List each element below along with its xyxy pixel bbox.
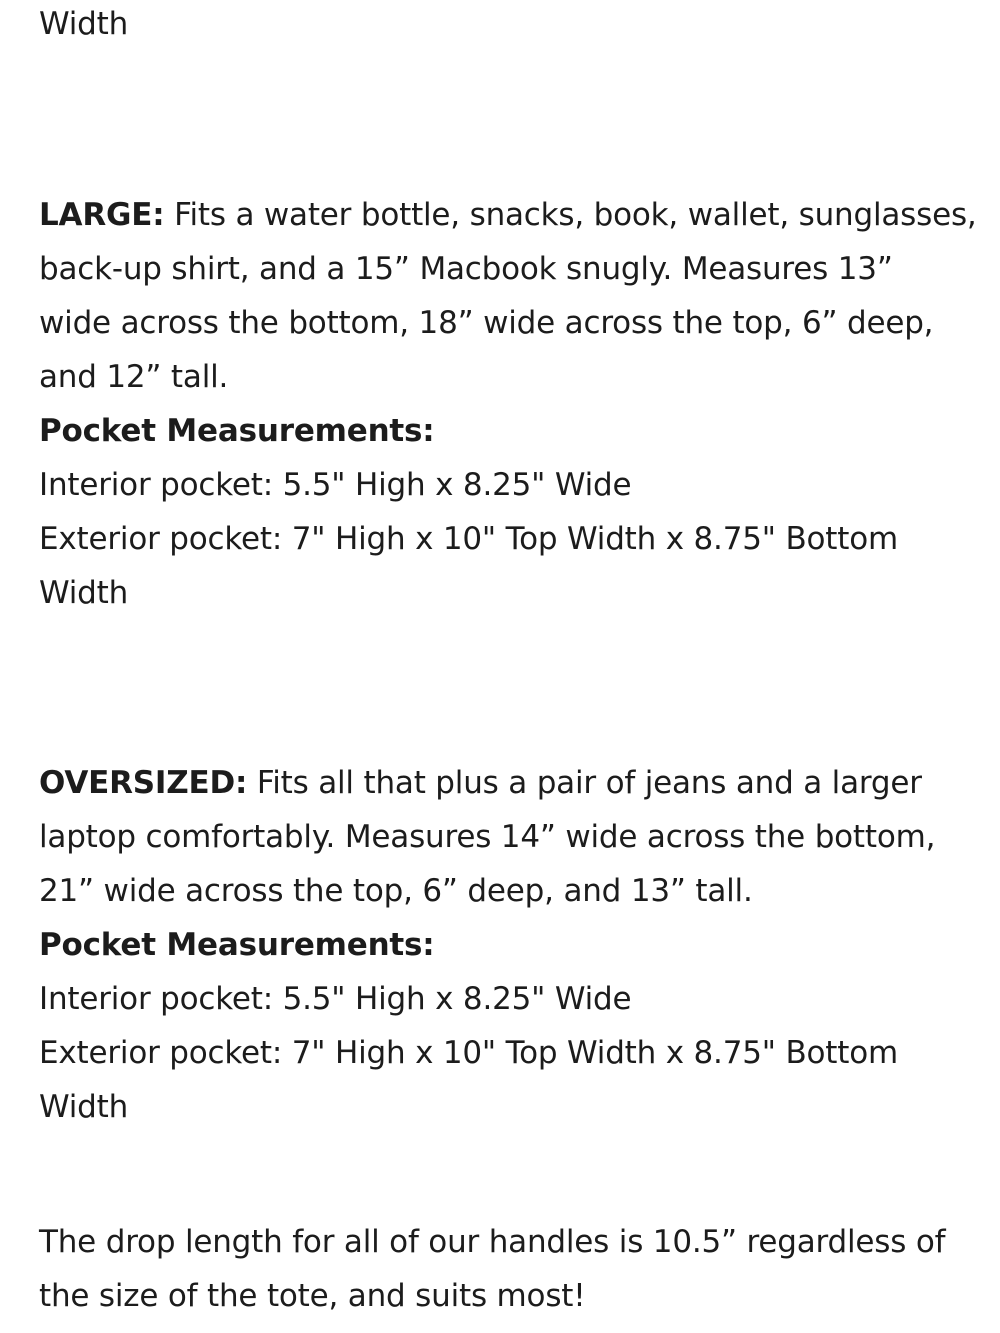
drop-note-line-1: The drop length for all of our handles is 10.5” regardless of — [39, 1224, 946, 1260]
large-desc-text-1: Fits a water bottle, snacks, book, wallet, sunglasses, — [164, 197, 977, 233]
oversized-interior-pocket: Interior pocket: 5.5" High x 8.25" Wide — [39, 981, 632, 1017]
large-desc-line-1 — [39, 188, 977, 242]
large-pocket-heading: Pocket Measurements: — [39, 413, 435, 449]
large-interior-pocket: Interior pocket: 5.5" High x 8.25" Wide — [39, 467, 632, 503]
large-exterior-pocket-line-2: Width — [39, 575, 129, 611]
oversized-desc-text-1: Fits all that plus a pair of jeans and a larger — [247, 765, 922, 801]
oversized-pocket-heading: Pocket Measurements: — [39, 927, 435, 963]
oversized-exterior-pocket-line-2: Width — [39, 1089, 129, 1125]
large-desc-line-4: and 12” tall. — [39, 359, 229, 395]
oversized-desc-line-3: 21” wide across the top, 6” deep, and 13” tall. — [39, 873, 753, 909]
large-label: LARGE: — [39, 197, 165, 233]
oversized-exterior-pocket-line-1: Exterior pocket: 7" High x 10" Top Width x 8.75" Bottom — [39, 1035, 898, 1071]
width-fragment: Width — [39, 6, 129, 42]
large-desc-line-2: back-up shirt, and a 15” Macbook snugly. Measures 13” — [39, 251, 893, 287]
oversized-desc-line-1 — [39, 756, 922, 810]
drop-note-line-2: the size of the tote, and suits most! — [39, 1278, 586, 1314]
large-desc-line-3: wide across the bottom, 18” wide across the top, 6” deep, — [39, 305, 934, 341]
oversized-label: OVERSIZED: — [39, 765, 248, 801]
large-exterior-pocket-line-1: Exterior pocket: 7" High x 10" Top Width x 8.75" Bottom — [39, 521, 898, 557]
oversized-desc-line-2: laptop comfortably. Measures 14” wide across the bottom, — [39, 819, 936, 855]
